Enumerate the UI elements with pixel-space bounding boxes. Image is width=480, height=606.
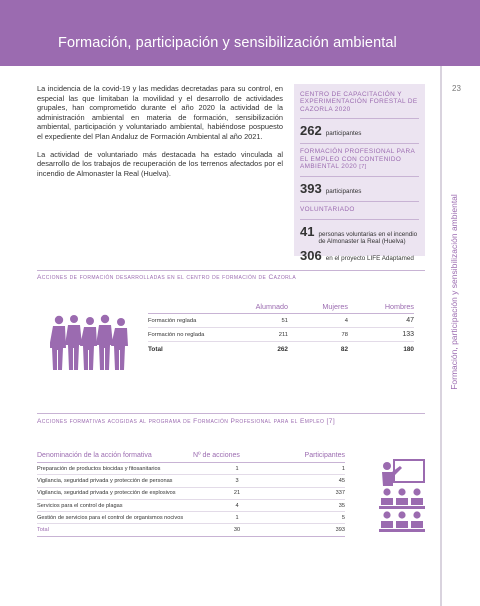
table-cell: 30 <box>233 527 241 534</box>
info-stat <box>300 224 419 245</box>
table-row <box>148 328 414 342</box>
side-divider <box>440 66 442 606</box>
table-cell: 45 <box>338 477 345 484</box>
page-title: Formación, participación y sensibilización ambiental <box>58 35 397 51</box>
stat-label <box>318 231 417 245</box>
footnote-ref: [7] <box>326 418 336 425</box>
divider <box>300 176 419 177</box>
stat-label-line: de Almonaster la Real (Huelva) <box>318 237 406 245</box>
table-cell: 47 <box>406 317 414 324</box>
table-cell: 3 <box>235 477 239 484</box>
table-cell: 262 <box>277 345 288 353</box>
section-title <box>37 418 335 425</box>
table-row-total <box>37 524 345 536</box>
table-cell: 5 <box>341 514 345 521</box>
table-row <box>37 512 345 524</box>
info-stat <box>300 248 419 263</box>
footnote-ref: [7] <box>359 164 367 171</box>
column-header: Mujeres <box>322 302 348 311</box>
column-header: Denominación de la acción formativa <box>37 452 152 459</box>
divider <box>300 118 419 119</box>
intro-paragraph: La incidencia de la covid-19 y las medidas decretadas para su control, en especial las que limitaban la movilidad y el desarrollo de actividades grupales, han comprometido durante el año 2020 la actividad de la administración ambiental en materia de formación, sensibilización ambiental, participación y voluntariado ambiental, habiéndose pospuesto el expediente del Plan Andaluz de Formación Ambiental al año 2021. <box>37 84 283 141</box>
table-row <box>37 463 345 475</box>
info-stat <box>300 123 419 138</box>
table-cell: Gestión de servicios para el control de organismos nocivos <box>37 514 184 521</box>
info-heading: VOLUNTARIADO <box>300 206 355 214</box>
table-cell: 180 <box>403 345 414 353</box>
table-cell: 337 <box>335 490 345 497</box>
side-label <box>449 194 463 390</box>
table-cell: 1 <box>341 465 345 472</box>
classroom-teacher-icon <box>378 458 426 534</box>
table-header <box>37 452 345 463</box>
column-header: Nº de acciones <box>193 452 240 459</box>
divider <box>300 143 419 144</box>
table-cell: 393 <box>335 527 345 534</box>
table-cell: 51 <box>281 317 288 324</box>
table-row <box>148 314 414 328</box>
page-number: 23 <box>452 84 461 93</box>
table-row-total <box>148 342 414 356</box>
section-rule <box>37 270 425 271</box>
table-cell: Servicios para el control de plagas <box>37 502 123 509</box>
section-rule <box>37 413 425 414</box>
table-row <box>37 488 345 500</box>
table-cell: 35 <box>338 502 345 509</box>
table-cell: Formación no reglada <box>148 331 205 338</box>
fpe-table <box>37 452 345 537</box>
table-row <box>37 475 345 487</box>
table-header <box>148 302 414 314</box>
table-cell: 133 <box>402 331 414 338</box>
table-cell: 82 <box>340 345 348 353</box>
column-header <box>148 302 228 313</box>
column-header: Participantes <box>304 452 345 459</box>
section-title-text: Acciones formativas acogidas al programa de Formación Profesional para el Empleo <box>37 418 325 425</box>
table-cell: Vigilancia, seguridad privada y protección de personas <box>37 477 173 484</box>
info-heading-text: FORMACIÓN PROFESIONAL PARA EL EMPLEO CON CONTENIDO AMBIENTAL 2020 <box>300 148 415 171</box>
divider <box>300 201 419 202</box>
column-header: Alumnado <box>255 302 288 311</box>
stat-value: 262 <box>300 123 322 139</box>
intro-paragraph: La actividad de voluntariado más destacada ha estado vinculada al desarrollo de los trabajos de recuperación de los terrenos afectados por el incendio de Almonaster la Real (Huelva). <box>37 149 283 178</box>
info-box <box>294 84 425 263</box>
stat-label: participantes <box>325 130 362 138</box>
column-header: Hombres <box>384 302 414 311</box>
info-heading <box>300 148 419 171</box>
info-heading: CENTRO DE CAPACITACIÓN Y EXPERIMENTACIÓN FORESTAL DE CAZORLA 2020 <box>300 91 418 113</box>
table-cell: 78 <box>341 331 348 338</box>
divider <box>300 219 419 220</box>
stat-label: en el proyecto LIFE Adaptamed <box>325 254 414 262</box>
people-group-icon <box>50 314 132 372</box>
stat-value: 306 <box>300 247 322 263</box>
stat-label: participantes <box>325 188 362 196</box>
table-cell: Vigilancia, seguridad privada y protección de explosivos <box>37 490 176 497</box>
table-cell: Preparación de productos biocidas y fitosanitarios <box>37 465 161 472</box>
section-title: Acciones de formación desarrolladas en el centro de formación de Cazorla <box>37 274 297 281</box>
table-cell: Total <box>148 345 163 353</box>
info-stat <box>300 181 419 196</box>
stat-value: 393 <box>300 181 322 197</box>
intro-text <box>37 84 283 186</box>
cazorla-table <box>148 302 414 356</box>
table-cell: 211 <box>278 331 288 338</box>
stat-label-line: personas voluntarias en el incendio <box>318 230 418 238</box>
table-row <box>37 500 345 512</box>
table-cell: Formación reglada <box>148 317 197 324</box>
header-banner <box>0 0 480 66</box>
table-cell: 1 <box>235 465 239 472</box>
table-cell: 4 <box>344 317 348 324</box>
stat-value: 41 <box>300 223 315 239</box>
table-cell: Total <box>37 527 49 534</box>
table-cell: 21 <box>233 490 241 497</box>
table-cell: 1 <box>235 514 239 521</box>
side-label-text: Formación, participación y sensibilización ambiental <box>449 194 459 390</box>
table-cell: 4 <box>235 502 239 509</box>
